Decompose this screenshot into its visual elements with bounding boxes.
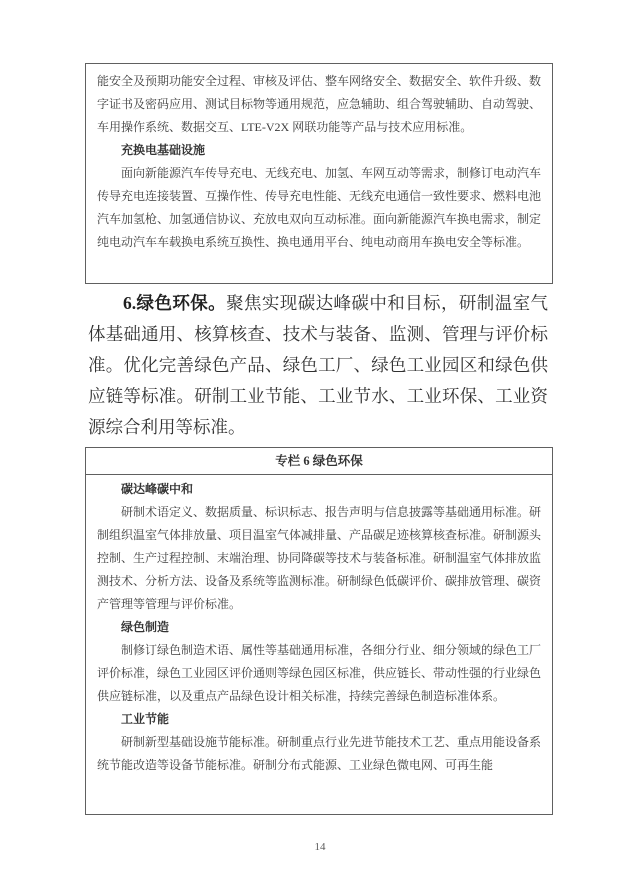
column-box-title: 专栏 6 绿色环保 xyxy=(86,448,552,475)
box-continued-paragraph: 能安全及预期功能安全过程、审核及评估、整车网络安全、数据安全、软件升级、数字证书及密码应用、测试目标物等通用规范，应急辅助、组合驾驶辅助、自动驾驶、车用操作系统、数据交互、LTE-V2X 网联功能等产品与技术应用标准。 xyxy=(97,74,542,134)
column-box-charging-infrastructure xyxy=(85,63,553,284)
section-paragraph-green-manufacturing: 制修订绿色制造术语、属性等基础通用标准，各细分行业、细分领域的绿色工厂评价标准，绿色工业园区评价通则等绿色园区标准，供应链长、带动性强的行业绿色供应链标准，以及重点产品绿色设计相关标准，持续完善绿色制造标准体系。 xyxy=(97,643,542,703)
column-box-green-content xyxy=(86,475,552,777)
section-heading-carbon-peak-neutrality: 碳达峰碳中和 xyxy=(121,482,194,496)
main-paragraph-lead: 6.绿色环保。 xyxy=(123,293,227,313)
section-heading-industrial-energy-saving: 工业节能 xyxy=(121,712,170,726)
page-number: 14 xyxy=(314,841,326,853)
main-paragraph-text: 聚焦实现碳达峰碳中和目标，研制温室气体基础通用、核算核查、技术与装备、监测、管理与评价标准。优化完善绿色产品、绿色工厂、绿色工业园区和绿色供应链等标准。研制工业节能、工业节水、工业环保、工业资源综合利用等标准。 xyxy=(88,293,549,437)
section-paragraph-charging-infrastructure: 面向新能源汽车传导充电、无线充电、加氢、车网互动等需求，制修订电动汽车传导充电连接装置、互操作性、传导充电性能、无线充电通信一致性要求、燃料电池汽车加氢枪、加氢通信协议、充放电双向互动标准。面向新能源汽车换电需求，制定纯电动汽车车载换电系统互换性、换电通用平台、纯电动商用车换电安全等标准。 xyxy=(97,166,542,249)
section-heading-charging-infrastructure: 充换电基础设施 xyxy=(121,143,206,157)
section-paragraph-industrial-energy-saving: 研制新型基础设施节能标准。研制重点行业先进节能技术工艺、重点用能设备系统节能改造等设备节能标准。研制分布式能源、工业绿色微电网、可再生能 xyxy=(97,735,542,772)
column-box-green-environment xyxy=(85,447,553,815)
section-heading-green-manufacturing: 绿色制造 xyxy=(121,620,170,634)
section-paragraph-carbon-peak-neutrality: 研制术语定义、数据质量、标识标志、报告声明与信息披露等基础通用标准。研制组织温室气体排放量、项目温室气体减排量、产品碳足迹核算核查标准。研制源头控制、生产过程控制、末端治理、协同降碳等技术与装备标准。研制温室气体排放监测技术、分析方法、设备及系统等监测标准。研制绿色低碳评价、碳排放管理、碳资产管理等管理与评价标准。 xyxy=(97,505,542,611)
main-paragraph-green-environment xyxy=(88,288,548,443)
